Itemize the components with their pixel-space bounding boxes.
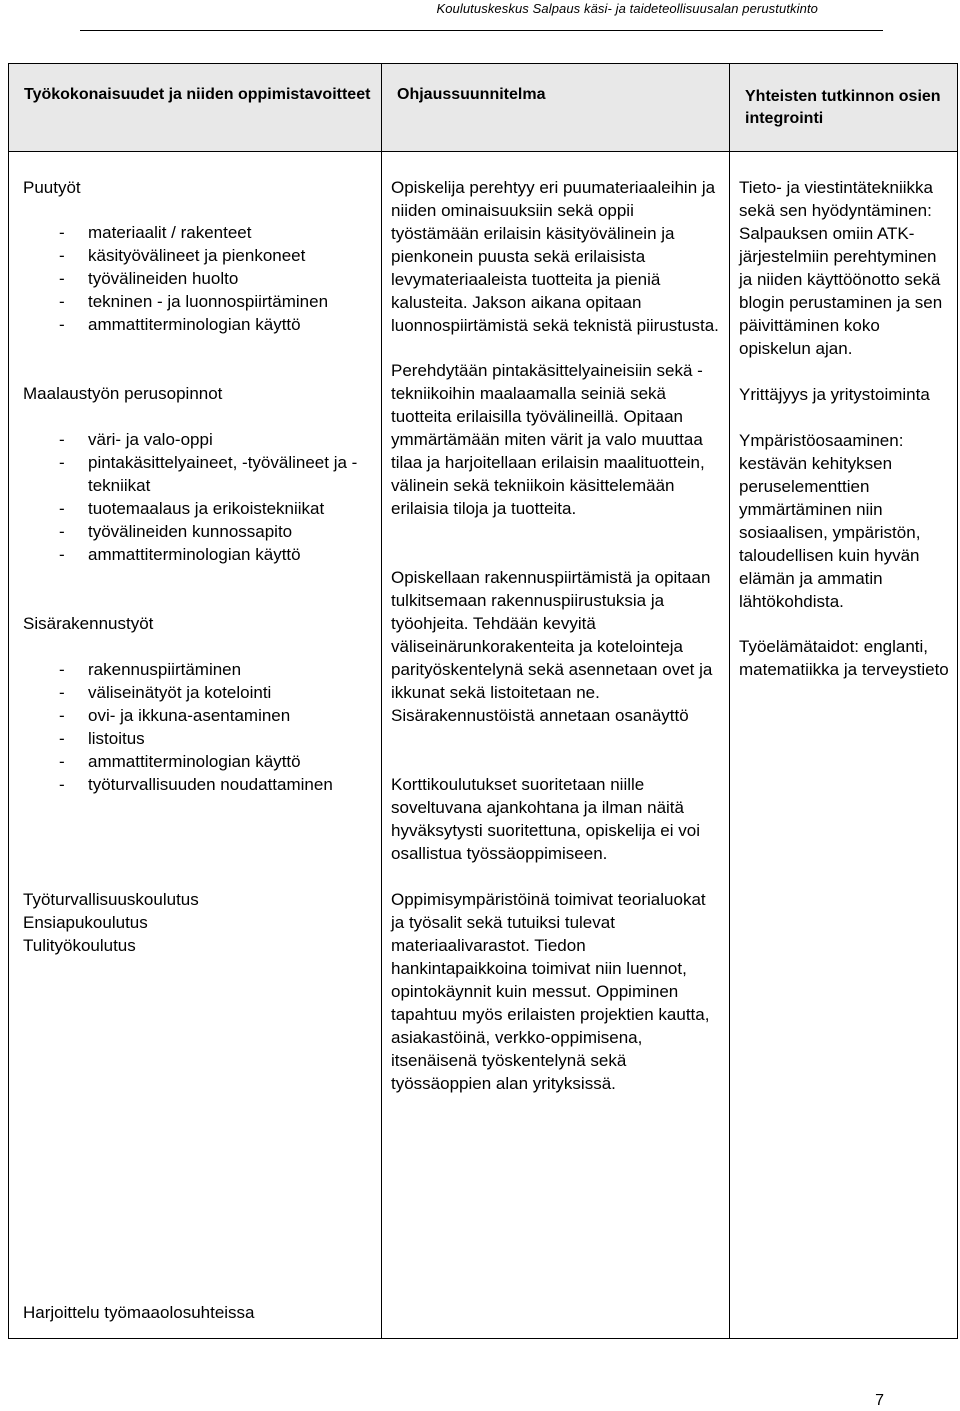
section-title-puutyot: Puutyöt: [23, 178, 81, 197]
list-item: - väliseinätyöt ja kotelointi: [23, 681, 381, 704]
curriculum-table: [8, 63, 958, 1339]
integration-paragraph-environment: Ympäristöosaaminen: kestävän kehityksen peruselementtien ymmärtäminen niin sosiaalisen, ympäristön, taloudellisen kuin hyvän elämän ja ammatin lähtökohdista.: [739, 431, 921, 611]
page-number: 7: [875, 1392, 884, 1409]
guidance-paragraph-woodwork: Opiskelija perehtyy eri puumateriaaleihin ja niiden ominaisuuksiin sekä oppii työstämään erilaisin käsityövälinein ja pienkonein puusta sekä erilaisista levymateriaaleista tuotteita ja pieniä kalusteita. Jakson aikana opitaan luonnospiirtämistä sekä teknistä piirustusta.: [391, 178, 719, 335]
guidance-paragraph-demonstration: Sisärakennustöistä annetaan osanäyttö: [391, 706, 689, 725]
section-title-maalaus: Maalaustyön perusopinnot: [23, 384, 223, 403]
header-cell-guidance-plan: Ohjaussuunnitelma: [382, 64, 730, 152]
list-item: - rakennuspiirtäminen: [23, 658, 381, 681]
list-item: - ammattiterminologian käyttö: [23, 543, 381, 566]
integration-paragraph-worklife: Työelämätaidot: englanti, matematiikka ja terveystieto: [739, 637, 949, 679]
document-header: Koulutuskeskus Salpaus käsi- ja taideteollisuusalan perustutkinto: [436, 1, 818, 16]
list-item: - työvälineiden huolto: [23, 267, 381, 290]
table-body-row: [9, 152, 958, 1339]
list-item: - ammattiterminologian käyttö: [23, 313, 381, 336]
sisarakennus-list: [23, 658, 381, 796]
section-title-sisarakennus: Sisärakennustyöt: [23, 614, 154, 633]
worksite-practice-text: Harjoittelu työmaaolosuhteissa: [23, 1303, 255, 1322]
list-item: - ammattiterminologian käyttö: [23, 750, 381, 773]
list-item: - käsityövälineet ja pienkoneet: [23, 244, 381, 267]
header-cell-objectives: Työkokonaisuudet ja niiden oppimistavoitteet: [9, 64, 382, 152]
integration-paragraph-entrepreneurship: Yrittäjyys ja yritystoiminta: [739, 385, 930, 404]
table-header-row: [9, 64, 958, 152]
training-item: Tulityökoulutus: [23, 936, 136, 955]
guidance-paragraph-cards: Korttikoulutukset suoritetaan niille soveltuvana ajankohtana ja ilman näitä hyväksytysti suoritettuna, opiskelija ei voi osallistua työssäoppimiseen.: [391, 775, 700, 863]
training-item: Työturvallisuuskoulutus: [23, 890, 199, 909]
list-item: - materiaalit / rakenteet: [23, 221, 381, 244]
list-item: - tuotemaalaus ja erikoistekniikat: [23, 497, 381, 520]
guidance-plan-cell: [382, 152, 730, 1339]
maalaus-list: [23, 428, 381, 566]
list-item: - listoitus: [23, 727, 381, 750]
list-item: - työvälineiden kunnossapito: [23, 520, 381, 543]
objectives-cell: [9, 152, 382, 1339]
list-item: - pintakäsittelyaineet, -työvälineet ja -tekniikat: [23, 451, 381, 497]
integration-cell: [730, 152, 958, 1339]
header-cell-integration: Yhteisten tutkinnon osien integrointi: [730, 64, 958, 152]
list-item: - ovi- ja ikkuna-asentaminen: [23, 704, 381, 727]
list-item: - väri- ja valo-oppi: [23, 428, 381, 451]
header-divider: [80, 30, 883, 31]
guidance-paragraph-interior: Opiskellaan rakennuspiirtämistä ja opitaan tulkitsemaan rakennuspiirustuksia ja työohjeita. Tehdään kevyitä väliseinärunkorakenteita ja kotelointeja parityöskentelynä sekä asennetaan ovet ja ikkunat sekä listoitetaan ne.: [391, 568, 713, 702]
guidance-paragraph-painting: Perehdytään pintakäsittelyaineisiin sekä -tekniikoihin maalaamalla seiniä sekä tuotteita erilaisilla työvälineillä. Opitaan ymmärtämään miten värit ja valo muuttaa tilaa ja harjoitellaan erilaisin maalituottein, välinein sekä tekniikoin käsittelemään erilaisia tiloja ja tuotteita.: [391, 361, 705, 518]
list-item: - työturvallisuuden noudattaminen: [23, 773, 381, 796]
training-item: Ensiapukoulutus: [23, 913, 148, 932]
integration-paragraph-ict: Tieto- ja viestintätekniikka sekä sen hyödyntäminen: Salpauksen omiin ATK-järjestelmiin perehtyminen ja niiden käyttöönotto sekä blogin perustaminen ja sen päivittäminen koko opiskelun ajan.: [739, 178, 943, 358]
puutyot-list: [23, 221, 381, 336]
list-item: - tekninen - ja luonnospiirtäminen: [23, 290, 381, 313]
guidance-paragraph-environments: Oppimisympäristöinä toimivat teorialuokat ja työsalit sekä tutuiksi tulevat materiaalivarastot. Tiedon hankintapaikkoina toimivat niin luennot, opintokäynnit kuin messut. Oppiminen tapahtuu myös erilaisten projektien kautta, asiakastöinä, verkko-oppimisena, itsenäisenä työskentelynä sekä työssäoppien alan yrityksissä.: [391, 890, 710, 1093]
